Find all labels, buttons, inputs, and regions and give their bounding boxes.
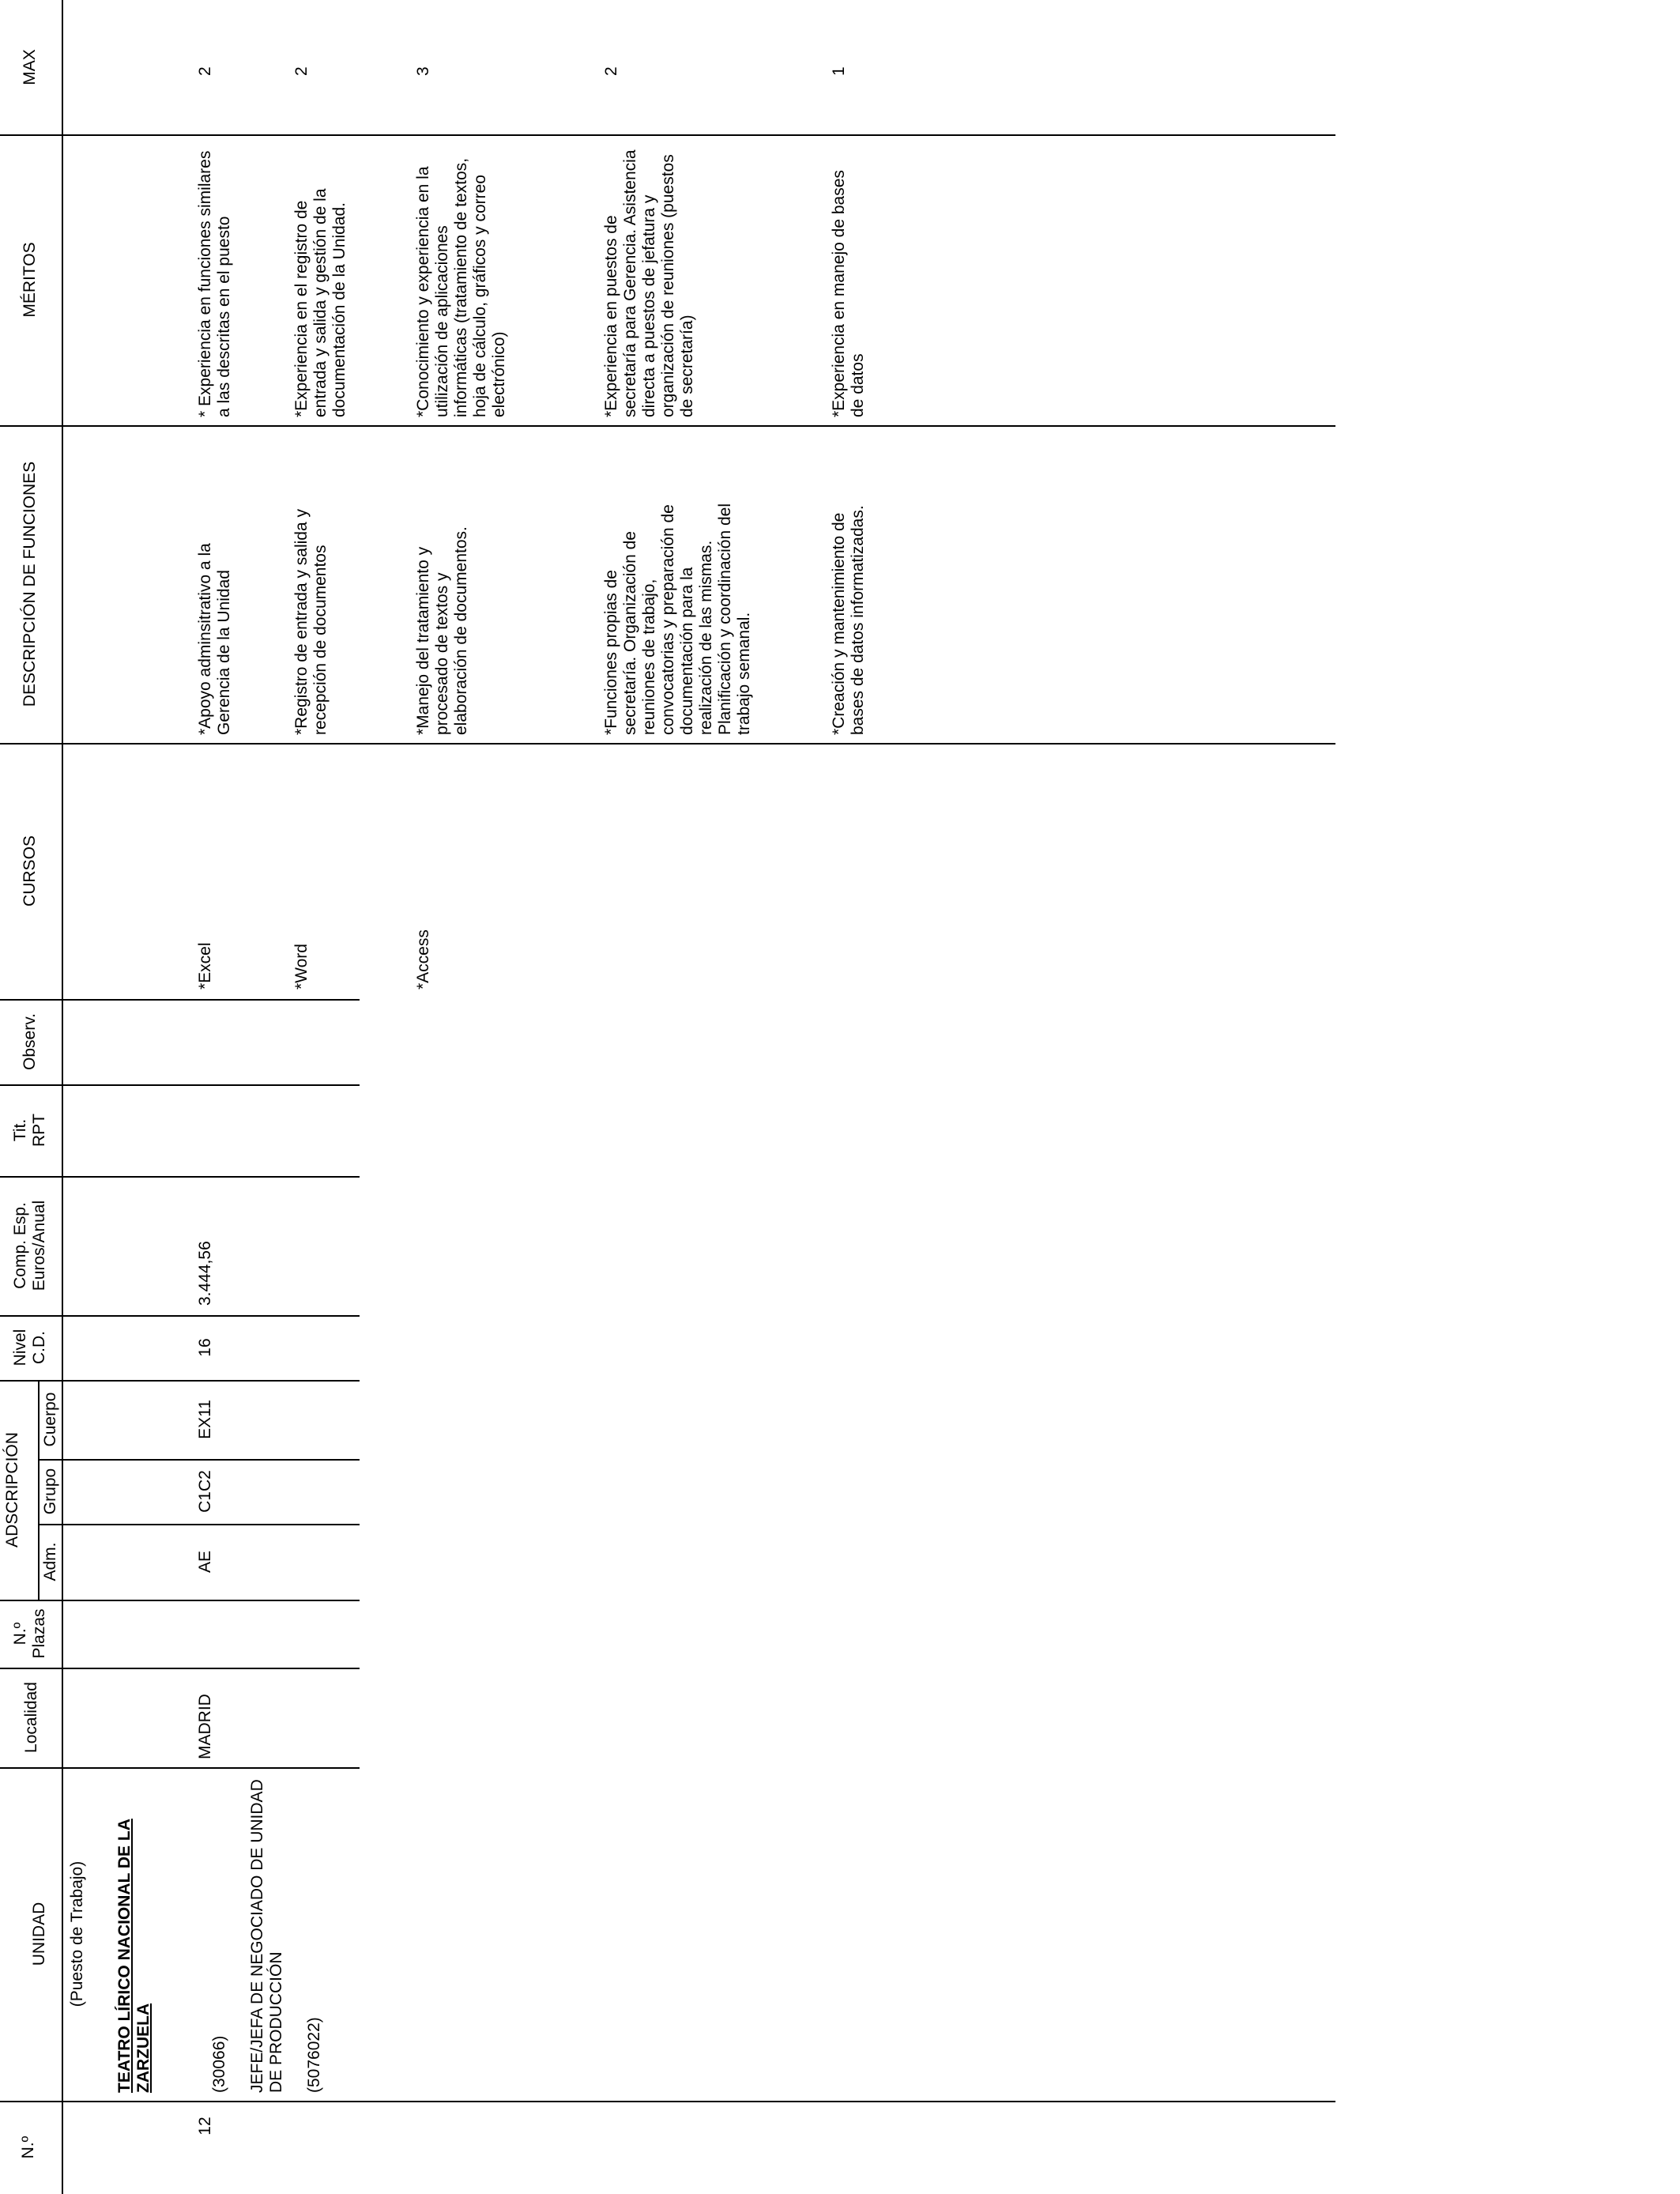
merito-item: *Conocimiento y experiencia en la utilización de aplicaciones informáticas (tratamiento de textos, hoja de cálculo, gráficos y correo electrónico): [414, 158, 508, 417]
funcion-item: *Registro de entrada y salida y recepción de documentos: [292, 509, 330, 735]
rule-col-cursos: [0, 743, 1335, 745]
row-unidad: [96, 1777, 343, 2093]
header-nivel: Nivel C.D.: [11, 1329, 48, 1367]
max-item: 2: [196, 66, 214, 76]
curso-item: *Excel: [196, 942, 214, 990]
header-funciones: DESCRIPCIÓN DE FUNCIONES: [21, 461, 39, 707]
position-name: JEFE/JEFA DE NEGOCIADO DE UNIDAD DE PRODUCCIÓN: [248, 1779, 285, 2093]
header-plazas: N.º Plazas: [11, 1608, 48, 1659]
rule-col-observ: [0, 999, 360, 1001]
position-code: (5076022): [305, 2017, 323, 2093]
funcion-item: *Funciones propias de secretaría. Organización de reuniones de trabajo, convocatorias y preparación de documentación para la realización de las mismas. Planificación y coordinación del trabajo semanal.: [602, 503, 753, 735]
row-grupo: C1C2: [196, 1470, 214, 1513]
header-max: MAX: [21, 49, 39, 85]
rule-col-comp: [0, 1176, 360, 1178]
funcion-item: *Manejo del tratamiento y procesado de textos y elaboración de documentos.: [414, 526, 470, 735]
header-localidad: Localidad: [22, 1682, 40, 1753]
merito-item: *Experiencia en puestos de secretaría para Gerencia. Asistencia directa a puestos de jefatura y organización de reuniones (puestos de secretaría): [602, 149, 696, 417]
max-item: 2: [602, 66, 620, 76]
row-cuerpo: EX11: [196, 1400, 214, 1439]
curso-item: *Word: [292, 944, 311, 990]
rule-col-meritos: [0, 134, 1335, 136]
rule-col-localidad: [0, 1668, 360, 1669]
header-meritos: MÉRITOS: [21, 242, 39, 318]
row-n: 12: [196, 2117, 214, 2136]
funcion-item: *Apoyo adminsitrativo a la Gerencia de la Unidad: [196, 543, 233, 735]
row-localidad: MADRID: [196, 1694, 214, 1759]
row-nivel: 16: [196, 1338, 214, 1357]
header-comp: Comp. Esp. Euros/Anual: [11, 1200, 48, 1291]
header-observ: Observ.: [21, 1013, 39, 1070]
header-unidad-title: UNIDAD: [30, 1902, 48, 1966]
merito-item: *Experiencia en manejo de bases de datos: [830, 170, 867, 417]
merito-item: *Experiencia en el registro de entrada y salida y gestión de la documentación de la Unidad.: [292, 188, 348, 417]
unit-code: (30066): [210, 2035, 228, 2093]
max-item: 1: [830, 66, 848, 76]
rule-col-nivel: [0, 1315, 360, 1317]
rule-col-tit: [0, 1084, 360, 1086]
header-unidad-sub: (Puesto de Trabajo): [68, 1860, 86, 2007]
curso-item: *Access: [414, 929, 432, 990]
rule-col-funciones: [0, 425, 1335, 427]
header-cursos: CURSOS: [21, 835, 39, 907]
header-adm: Adm.: [41, 1542, 59, 1581]
unit-title: TEATRO LÍRICO NACIONAL DE LA ZARZUELA: [115, 1819, 153, 2093]
header-cuerpo: Cuerpo: [41, 1392, 59, 1447]
header-grupo: Grupo: [41, 1468, 59, 1515]
rule-col-plazas: [0, 1600, 360, 1601]
header-unidad: [11, 1767, 106, 2101]
header-n: N.º: [19, 2136, 37, 2159]
max-item: 3: [414, 66, 432, 76]
header-adscripcion: ADSCRIPCIÓN: [3, 1432, 21, 1547]
header-tit: Tit. RPT: [11, 1114, 48, 1147]
merito-item: * Experiencia en funciones similares a las descritas en el puesto: [196, 150, 233, 417]
row-comp: 3.444,56: [196, 1241, 214, 1306]
row-adm: AE: [196, 1551, 214, 1574]
funcion-item: *Creación y mantenimiento de bases de datos informatizadas.: [830, 505, 867, 735]
max-item: 2: [292, 66, 311, 76]
rule-adscripcion-sub: [38, 1380, 40, 1600]
